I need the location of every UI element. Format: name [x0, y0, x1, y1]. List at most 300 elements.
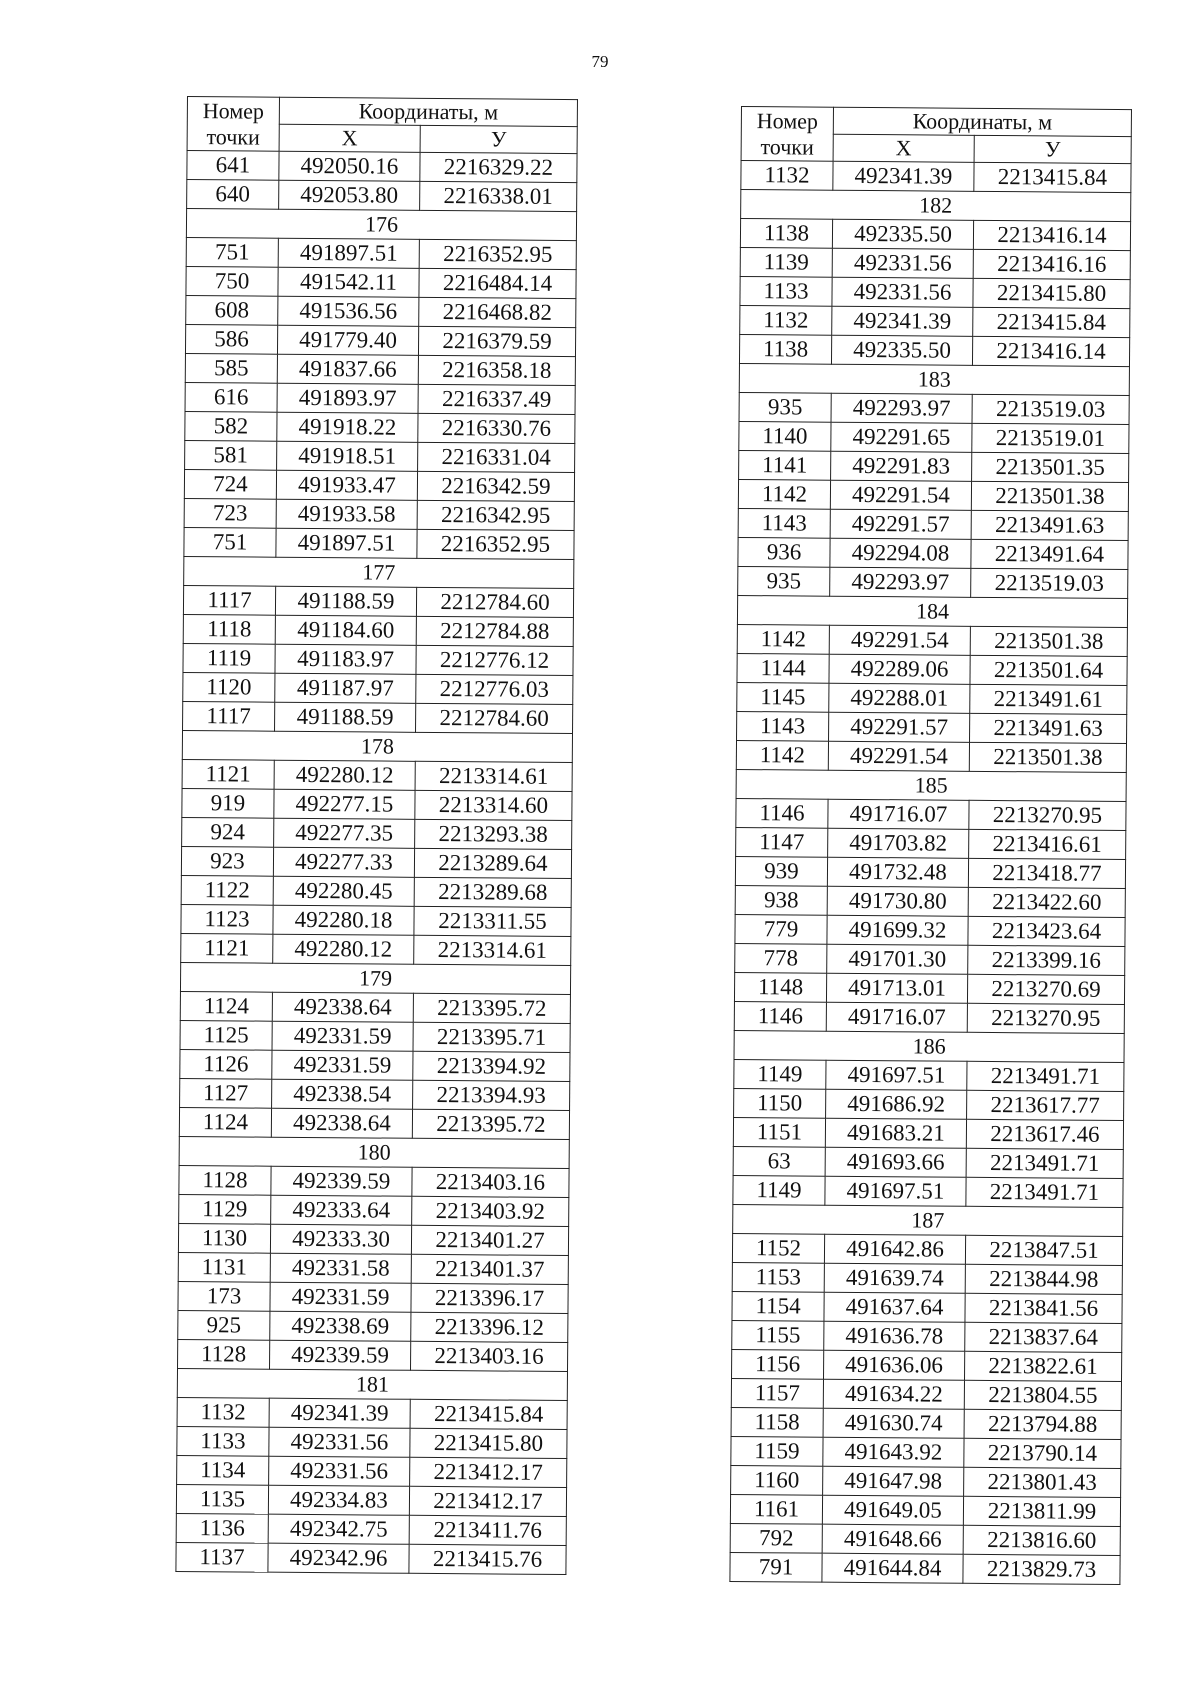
x-coordinate-cell: 492280.12 — [274, 760, 415, 790]
y-coordinate-cell: 2213415.84 — [974, 162, 1131, 192]
group-label: 185 — [736, 769, 1126, 801]
point-number-cell: 1128 — [178, 1339, 270, 1369]
x-coordinate-cell: 491697.51 — [826, 1060, 967, 1090]
y-coordinate-cell: 2213314.61 — [415, 761, 572, 791]
table-row — [732, 1291, 1122, 1323]
header-row — [741, 107, 1131, 137]
y-coordinate-cell: 2213314.61 — [414, 935, 571, 965]
table-row — [740, 305, 1130, 337]
point-number-cell: 751 — [184, 527, 276, 557]
point-number-cell: 1132 — [740, 305, 832, 335]
y-coordinate-cell: 2213844.98 — [965, 1264, 1122, 1294]
table-row — [184, 498, 574, 530]
y-coordinate-cell: 2216331.04 — [418, 442, 575, 472]
point-number-cell: 923 — [181, 846, 273, 876]
table-row — [736, 740, 1126, 772]
point-number-cell: 724 — [184, 469, 276, 499]
point-number-cell: 641 — [187, 151, 279, 181]
y-coordinate-cell: 2213401.37 — [411, 1254, 568, 1284]
group-label: 180 — [179, 1136, 569, 1168]
x-coordinate-cell: 492335.50 — [831, 335, 972, 365]
table-row — [181, 933, 571, 965]
table-row — [739, 450, 1129, 482]
point-number-cell: 1151 — [733, 1117, 825, 1147]
x-coordinate-cell: 492293.97 — [831, 393, 972, 423]
table-row — [735, 914, 1125, 946]
x-coordinate-cell: 491699.32 — [827, 915, 968, 945]
y-coordinate-cell: 2213491.71 — [967, 1061, 1124, 1091]
table-row — [176, 1484, 566, 1516]
y-coordinate-cell: 2213617.46 — [966, 1119, 1123, 1149]
y-coordinate-cell: 2216484.14 — [419, 268, 576, 298]
point-number-cell: 1142 — [736, 740, 828, 770]
table-row — [185, 440, 575, 472]
point-number-cell: 1124 — [179, 1107, 271, 1137]
table-row — [740, 276, 1130, 308]
x-coordinate-cell: 492331.58 — [270, 1253, 411, 1283]
table-row — [186, 237, 576, 269]
y-coordinate-cell: 2213416.14 — [972, 336, 1129, 366]
x-coordinate-cell: 492277.35 — [274, 818, 415, 848]
group-label: 184 — [737, 595, 1127, 627]
point-number-cell: 1145 — [737, 682, 829, 712]
table-row — [734, 972, 1124, 1004]
x-coordinate-cell: 492291.83 — [831, 451, 972, 481]
y-coordinate-cell: 2213829.73 — [963, 1554, 1120, 1584]
y-coordinate-cell: 2213289.68 — [414, 877, 571, 907]
table-row — [737, 653, 1127, 685]
table-row — [179, 1165, 569, 1197]
y-coordinate-cell: 2213790.14 — [964, 1438, 1121, 1468]
table-row — [736, 827, 1126, 859]
table-row — [186, 295, 576, 327]
table-row — [735, 885, 1125, 917]
header-row — [187, 97, 577, 127]
y-coordinate-cell: 2216342.59 — [417, 471, 574, 501]
table-row — [177, 1397, 567, 1429]
group-row — [733, 1204, 1123, 1236]
x-coordinate-cell: 492291.57 — [829, 712, 970, 742]
x-coordinate-cell: 492291.54 — [829, 625, 970, 655]
y-coordinate-cell: 2213412.17 — [409, 1486, 566, 1516]
point-number-cell: 1146 — [736, 798, 828, 828]
table-row — [187, 151, 577, 183]
y-coordinate-cell: 2212784.60 — [416, 703, 573, 733]
x-coordinate-cell: 491686.92 — [826, 1089, 967, 1119]
table-row — [735, 856, 1125, 888]
point-number-cell: 173 — [178, 1281, 270, 1311]
point-number-cell: 1158 — [731, 1407, 823, 1437]
table-row — [730, 1494, 1120, 1526]
x-coordinate-cell: 492291.57 — [830, 509, 971, 539]
y-coordinate-cell: 2213418.77 — [968, 858, 1125, 888]
point-number-cell: 1152 — [732, 1233, 824, 1263]
table-row — [734, 1088, 1124, 1120]
y-coordinate-cell: 2213415.80 — [410, 1428, 567, 1458]
x-coordinate-cell: 491644.84 — [822, 1553, 963, 1583]
group-label: 179 — [180, 962, 570, 994]
x-coordinate-cell: 491933.58 — [276, 499, 417, 529]
x-coordinate-cell: 492339.59 — [271, 1166, 412, 1196]
point-number-cell: 1122 — [181, 875, 273, 905]
table-row — [178, 1339, 568, 1371]
y-coordinate-cell: 2216342.95 — [417, 500, 574, 530]
y-coordinate-cell: 2212784.88 — [416, 616, 573, 646]
x-coordinate-cell: 492342.75 — [268, 1514, 409, 1544]
table-row — [178, 1252, 568, 1284]
table-row — [181, 875, 571, 907]
y-coordinate-cell: 2213293.38 — [415, 819, 572, 849]
group-row — [184, 556, 574, 588]
point-number-cell: 939 — [735, 856, 827, 886]
group-label: 176 — [186, 209, 576, 241]
y-coordinate-cell: 2213491.71 — [966, 1148, 1123, 1178]
y-coordinate-cell: 2213422.60 — [968, 887, 1125, 917]
table-row — [734, 1001, 1124, 1033]
x-coordinate-cell: 491188.59 — [275, 702, 416, 732]
point-number-cell: 779 — [735, 914, 827, 944]
y-coordinate-cell: 2213501.38 — [970, 626, 1127, 656]
point-number-cell: 751 — [186, 237, 278, 267]
y-coordinate-cell: 2213395.71 — [413, 1022, 570, 1052]
point-number-cell: 924 — [182, 817, 274, 847]
x-coordinate-cell: 492338.69 — [270, 1311, 411, 1341]
point-number-cell: 582 — [185, 411, 277, 441]
point-number-cell: 791 — [730, 1552, 822, 1582]
x-coordinate-cell: 492335.50 — [832, 219, 973, 249]
table-row — [183, 701, 573, 733]
table-row — [185, 353, 575, 385]
y-coordinate-cell: 2212776.03 — [416, 674, 573, 704]
y-coordinate-cell: 2212776.12 — [416, 645, 573, 675]
point-number-cell: 1144 — [737, 653, 829, 683]
x-coordinate-cell: 491637.64 — [824, 1292, 965, 1322]
x-coordinate-cell: 491683.21 — [825, 1118, 966, 1148]
table-row — [182, 759, 572, 791]
x-coordinate-cell: 491701.30 — [827, 944, 968, 974]
point-number-cell: 1124 — [180, 991, 272, 1021]
point-number-cell: 616 — [185, 382, 277, 412]
table-row — [176, 1542, 566, 1574]
y-coordinate-cell: 2213501.35 — [972, 452, 1129, 482]
y-coordinate-cell: 2216358.18 — [418, 355, 575, 385]
x-coordinate-cell: 492293.97 — [830, 567, 971, 597]
table-row — [739, 334, 1129, 366]
x-coordinate-cell: 492341.39 — [269, 1398, 410, 1428]
y-coordinate-cell: 2213411.76 — [409, 1515, 566, 1545]
point-number-cell: 935 — [738, 566, 830, 596]
y-coordinate-cell: 2216379.59 — [418, 326, 575, 356]
point-number-cell: 1146 — [734, 1001, 826, 1031]
y-coordinate-cell: 2213415.84 — [410, 1399, 567, 1429]
y-coordinate-cell: 2213794.88 — [964, 1409, 1121, 1439]
y-coordinate-cell: 2213801.43 — [964, 1467, 1121, 1497]
y-coordinate-cell: 2213403.16 — [412, 1167, 569, 1197]
x-coordinate-cell: 491713.01 — [826, 973, 967, 1003]
x-coordinate-cell: 492331.59 — [272, 1021, 413, 1051]
x-coordinate-cell: 492331.56 — [832, 277, 973, 307]
point-number-cell: 1154 — [732, 1291, 824, 1321]
x-coordinate-cell: 492331.56 — [832, 248, 973, 278]
y-coordinate-cell: 2213270.95 — [969, 800, 1126, 830]
y-coordinate-cell: 2213847.51 — [965, 1235, 1122, 1265]
table-row — [739, 421, 1129, 453]
y-coordinate-cell: 2213403.92 — [412, 1196, 569, 1226]
group-label: 183 — [739, 363, 1129, 395]
point-number-cell: 1126 — [180, 1049, 272, 1079]
group-row — [179, 1136, 569, 1168]
point-number-cell: 1121 — [181, 933, 273, 963]
y-coordinate-cell: 2216337.49 — [418, 384, 575, 414]
point-number-cell: 586 — [185, 324, 277, 354]
y-coordinate-cell: 2213401.27 — [411, 1225, 568, 1255]
table-row — [184, 527, 574, 559]
x-coordinate-cell: 492342.96 — [268, 1543, 409, 1573]
x-coordinate-cell: 491642.86 — [824, 1234, 965, 1264]
point-number-cell: 925 — [178, 1310, 270, 1340]
x-coordinate-cell: 491536.56 — [278, 296, 419, 326]
point-number-cell: 1120 — [183, 672, 275, 702]
x-coordinate-cell: 492331.59 — [270, 1282, 411, 1312]
point-number-cell: 1157 — [731, 1378, 823, 1408]
table-row — [178, 1223, 568, 1255]
point-number-cell: 1159 — [731, 1436, 823, 1466]
point-number-cell: 1160 — [731, 1465, 823, 1495]
x-coordinate-cell: 492334.83 — [268, 1485, 409, 1515]
table-row — [741, 161, 1131, 193]
y-coordinate-cell: 2212784.60 — [416, 587, 573, 617]
x-coordinate-cell: 491188.59 — [275, 586, 416, 616]
group-label: 186 — [734, 1030, 1124, 1062]
table-row — [739, 392, 1129, 424]
y-coordinate-cell: 2213501.38 — [971, 481, 1128, 511]
x-coordinate-cell: 491918.51 — [277, 441, 418, 471]
table-row — [183, 614, 573, 646]
table-row — [740, 219, 1130, 251]
point-number-cell: 1127 — [180, 1078, 272, 1108]
y-coordinate-cell: 2213416.14 — [973, 220, 1130, 250]
table-row — [178, 1281, 568, 1313]
y-coordinate-cell: 2213841.56 — [965, 1293, 1122, 1323]
table-row — [177, 1426, 567, 1458]
table-row — [183, 643, 573, 675]
point-number-cell: 935 — [739, 392, 831, 422]
table-row — [182, 817, 572, 849]
x-coordinate-cell: 491716.07 — [826, 1002, 967, 1032]
table-row — [731, 1407, 1121, 1439]
table-row — [738, 537, 1128, 569]
x-header: Х — [279, 124, 420, 152]
group-row — [186, 209, 576, 241]
x-coordinate-cell: 492333.30 — [270, 1224, 411, 1254]
point-number-cell: 1132 — [177, 1397, 269, 1427]
y-coordinate-cell: 2213491.63 — [970, 713, 1127, 743]
table-row — [731, 1465, 1121, 1497]
group-label: 182 — [741, 190, 1131, 222]
point-number-cell: 1121 — [182, 759, 274, 789]
x-coordinate-cell: 492280.45 — [273, 876, 414, 906]
table-row — [186, 266, 576, 298]
table-row — [185, 411, 575, 443]
table-row — [180, 991, 570, 1023]
x-coordinate-cell: 491647.98 — [823, 1466, 964, 1496]
x-header: Х — [833, 134, 974, 162]
table-row — [181, 904, 571, 936]
table-row — [179, 1194, 569, 1226]
x-coordinate-cell: 492291.54 — [828, 741, 969, 771]
point-number-cell: 1130 — [178, 1223, 270, 1253]
y-coordinate-cell: 2213491.63 — [971, 510, 1128, 540]
point-number-cell: 792 — [730, 1523, 822, 1553]
y-header: У — [974, 135, 1131, 163]
table-row — [179, 1107, 569, 1139]
x-coordinate-cell: 491183.97 — [275, 644, 416, 674]
y-coordinate-cell: 2213416.16 — [973, 249, 1130, 279]
point-number-cell: 1141 — [739, 450, 831, 480]
point-number-cell: 1153 — [732, 1262, 824, 1292]
table-row — [737, 624, 1127, 656]
y-header: У — [420, 125, 577, 153]
point-number-cell: 1136 — [176, 1513, 268, 1543]
point-number-cell: 1142 — [737, 624, 829, 654]
y-coordinate-cell: 2213396.17 — [411, 1283, 568, 1313]
point-number-cell: 778 — [735, 943, 827, 973]
y-coordinate-cell: 2213311.55 — [414, 906, 571, 936]
y-coordinate-cell: 2213289.64 — [414, 848, 571, 878]
table-row — [185, 382, 575, 414]
group-row — [182, 730, 572, 762]
point-number-cell: 63 — [733, 1146, 825, 1176]
y-coordinate-cell: 2213270.95 — [967, 1003, 1124, 1033]
x-coordinate-cell: 491184.60 — [275, 615, 416, 645]
table-row — [737, 682, 1127, 714]
y-coordinate-cell: 2213501.38 — [969, 742, 1126, 772]
x-coordinate-cell: 491648.66 — [822, 1524, 963, 1554]
x-coordinate-cell: 492339.59 — [270, 1340, 411, 1370]
table-row — [180, 1049, 570, 1081]
x-coordinate-cell: 491542.11 — [278, 267, 419, 297]
x-coordinate-cell: 492294.08 — [830, 538, 971, 568]
x-coordinate-cell: 491693.66 — [825, 1147, 966, 1177]
point-number-cell: 1156 — [732, 1349, 824, 1379]
table-row — [730, 1523, 1120, 1555]
x-coordinate-cell: 492289.06 — [829, 654, 970, 684]
point-number-cell: 1161 — [730, 1494, 822, 1524]
x-coordinate-cell: 491918.22 — [277, 412, 418, 442]
y-coordinate-cell: 2213811.99 — [963, 1496, 1120, 1526]
point-number-cell: 585 — [185, 353, 277, 383]
y-coordinate-cell: 2213403.16 — [410, 1341, 567, 1371]
point-number-cell: 723 — [184, 498, 276, 528]
y-coordinate-cell: 2213415.84 — [973, 307, 1130, 337]
group-label: 177 — [184, 556, 574, 588]
x-coordinate-cell: 491703.82 — [828, 828, 969, 858]
table-row — [176, 1513, 566, 1545]
point-number-cell: 938 — [735, 885, 827, 915]
x-coordinate-cell: 492338.54 — [272, 1079, 413, 1109]
point-number-cell: 1135 — [176, 1484, 268, 1514]
y-coordinate-cell: 2213423.64 — [968, 916, 1125, 946]
table-row — [734, 1059, 1124, 1091]
point-number-cell: 936 — [738, 537, 830, 567]
table-row — [180, 1020, 570, 1052]
x-coordinate-cell: 492331.59 — [272, 1050, 413, 1080]
point-number-cell: 1131 — [178, 1252, 270, 1282]
group-row — [736, 769, 1126, 801]
x-coordinate-cell: 492338.64 — [271, 1108, 412, 1138]
point-number-header: Номер точки — [187, 97, 279, 152]
group-row — [741, 190, 1131, 222]
y-coordinate-cell: 2213394.93 — [413, 1080, 570, 1110]
y-coordinate-cell: 2213399.16 — [968, 945, 1125, 975]
point-number-cell: 1125 — [180, 1020, 272, 1050]
x-coordinate-cell: 491897.51 — [276, 528, 417, 558]
table-row — [187, 180, 577, 212]
point-number-cell: 750 — [186, 266, 278, 296]
table-row — [183, 585, 573, 617]
table-row — [732, 1233, 1122, 1265]
point-number-cell: 1155 — [732, 1320, 824, 1350]
x-coordinate-cell: 491697.51 — [825, 1176, 966, 1206]
y-coordinate-cell: 2213491.64 — [971, 539, 1128, 569]
table-row — [731, 1436, 1121, 1468]
point-number-cell: 1117 — [183, 585, 275, 615]
table-row — [733, 1146, 1123, 1178]
table-row — [180, 1078, 570, 1110]
point-number-cell: 1117 — [183, 701, 275, 731]
table-row — [735, 943, 1125, 975]
point-number-cell: 1129 — [179, 1194, 271, 1224]
x-coordinate-cell: 491187.97 — [275, 673, 416, 703]
y-coordinate-cell: 2213415.76 — [409, 1544, 566, 1574]
y-coordinate-cell: 2216352.95 — [419, 239, 576, 269]
table-row — [736, 798, 1126, 830]
point-number-cell: 1137 — [176, 1542, 268, 1572]
x-coordinate-cell: 492050.16 — [279, 151, 420, 181]
group-row — [734, 1030, 1124, 1062]
table-row — [738, 566, 1128, 598]
point-number-cell: 1118 — [183, 614, 275, 644]
x-coordinate-cell: 491649.05 — [822, 1495, 963, 1525]
table-row — [740, 247, 1130, 279]
point-number-cell: 1142 — [738, 479, 830, 509]
x-coordinate-cell: 491779.40 — [277, 325, 418, 355]
point-number-cell: 1149 — [733, 1175, 825, 1205]
group-row — [739, 363, 1129, 395]
point-number-cell: 1143 — [737, 711, 829, 741]
y-coordinate-cell: 2213395.72 — [412, 1109, 569, 1139]
group-row — [180, 962, 570, 994]
group-label: 181 — [177, 1368, 567, 1400]
y-coordinate-cell: 2216338.01 — [420, 181, 577, 211]
x-coordinate-cell: 492331.56 — [269, 1456, 410, 1486]
coordinates-table-right — [729, 106, 1132, 1585]
y-coordinate-cell: 2213617.77 — [967, 1090, 1124, 1120]
y-coordinate-cell: 2213519.01 — [972, 423, 1129, 453]
x-coordinate-cell: 491639.74 — [824, 1263, 965, 1293]
table-row — [732, 1262, 1122, 1294]
x-coordinate-cell: 491634.22 — [823, 1379, 964, 1409]
point-number-cell: 1133 — [740, 276, 832, 306]
table-row — [182, 788, 572, 820]
x-coordinate-cell: 492277.33 — [273, 847, 414, 877]
x-coordinate-cell: 492291.54 — [830, 480, 971, 510]
table-row — [181, 846, 571, 878]
table-row — [738, 479, 1128, 511]
y-coordinate-cell: 2213394.92 — [413, 1051, 570, 1081]
y-coordinate-cell: 2213816.60 — [963, 1525, 1120, 1555]
point-number-cell: 1147 — [736, 827, 828, 857]
